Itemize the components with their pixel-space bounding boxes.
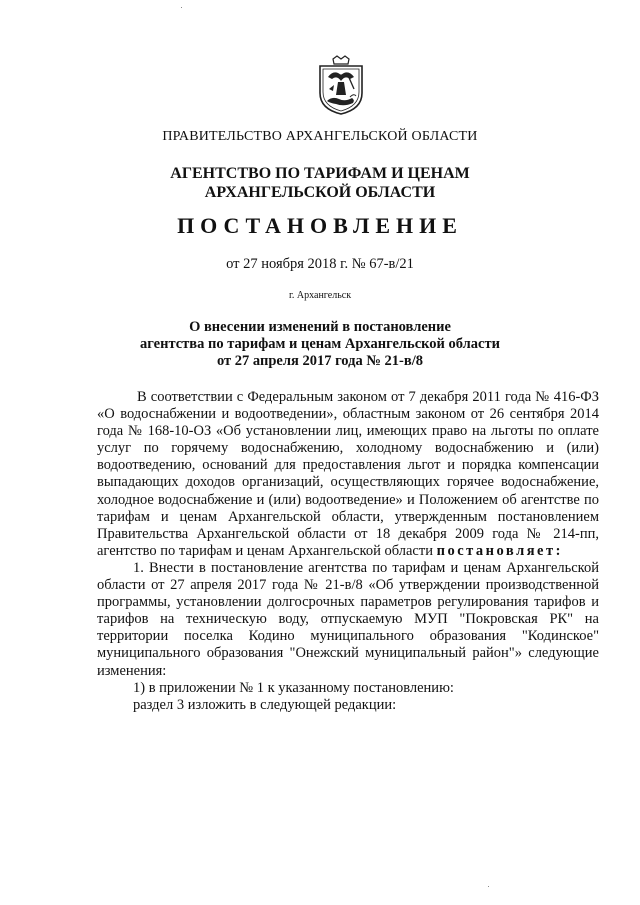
- government-title: ПРАВИТЕЛЬСТВО АРХАНГЕЛЬСКОЙ ОБЛАСТИ: [162, 129, 478, 144]
- resolves-keyword: постановляет:: [436, 542, 563, 559]
- subject-line1: О внесении изменений в постановление: [189, 319, 451, 335]
- preamble-text: В соответствии с Федеральным законом от 7 декабря 2011 года № 416-ФЗ «О водоснабжении и водоотведении», областным законом от 26 сентября 2014 года № 168-10-ОЗ «Об установлении лиц, имеющих право на льготы по оплате услуг по горячему водоснабжению, холодному водоснабжению и (или) водоотведению, оснований для предоставления льгот и порядка компенсации выпадающих доходов организаций, осуществляющих горячее водоснабжение, холодное водоснабжение и (или) водоотведение» и Положением об агентстве по тарифам и ценам Архангельской области, утвержденным постановлением Правительства Архангельской области от 18 декабря 2009 года № 214-пп, агентство по тарифам и ценам Архангельской области: [97, 389, 599, 559]
- scan-speck: [488, 886, 489, 887]
- coat-of-arms-icon: [314, 55, 368, 115]
- section-3-instruction: раздел 3 изложить в следующей редакции:: [133, 696, 397, 713]
- city-label: г. Архангельск: [288, 290, 352, 301]
- document-subject: [0, 319, 640, 370]
- subject-line3: от 27 апреля 2017 года № 21-в/8: [217, 353, 423, 369]
- agency-title-line1: АГЕНТСТВО ПО ТАРИФАМ И ЦЕНАМ: [170, 165, 470, 182]
- date-and-number: от 27 ноября 2018 г. № 67-в/21: [226, 256, 414, 272]
- scan-speck: [181, 7, 182, 8]
- preamble-paragraph: [97, 389, 599, 560]
- subject-line2: агентства по тарифам и ценам Архангельской области: [140, 336, 500, 352]
- document-type-heading: ПОСТАНОВЛЕНИЕ: [177, 213, 463, 238]
- item-1-paragraph: 1. Внести в постановление агентства по тарифам и ценам Архангельской области от 27 апреля 2017 года № 21-в/8 «Об утверждении производственной программы, установлении долгосрочных параметров регулирования тарифов и тарифов на техническую воду, отпускаемую МУП "Покровская РК" на территории поселка Кодино муниципального образования "Кодинское" муниципального образования "Онежский муниципальный район"» следующие изменения:: [97, 559, 599, 679]
- agency-title: [0, 164, 640, 202]
- subitem-1-paragraph: 1) в приложении № 1 к указанному постановлению:: [133, 679, 454, 696]
- agency-title-line2: АРХАНГЕЛЬСКОЙ ОБЛАСТИ: [204, 184, 436, 201]
- document-body: [97, 389, 599, 714]
